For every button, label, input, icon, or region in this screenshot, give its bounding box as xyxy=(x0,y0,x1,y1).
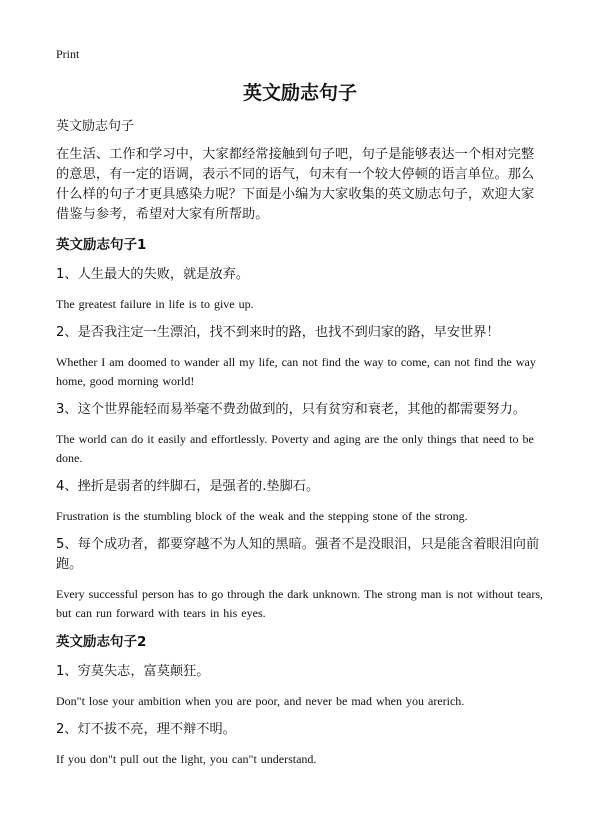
sentence-english: The world can do it easily and effortlessly. Poverty and aging are the only things that need to be done. xyxy=(56,432,534,465)
sentence-chinese: 2、灯不拔不亮，理不辩不明。 xyxy=(56,722,236,737)
sentence-english: Whether I am doomed to wander all my life, can not find the way to come, can not find the way home, good morning world! xyxy=(56,355,536,388)
section-heading: 英文励志句子2 xyxy=(56,634,147,650)
print-label[interactable]: Print xyxy=(56,47,80,61)
sentence-chinese: 4、挫折是弱者的绊脚石，是强者的.垫脚石。 xyxy=(56,479,320,494)
sentence-english: If you don"t pull out the light, you can"t understand. xyxy=(56,752,317,766)
sentence-english: Every successful person has to go through the dark unknown. The strong man is not without tears, but can run forward with tears in his eyes. xyxy=(56,587,544,620)
page-title: 英文励志句子 xyxy=(242,82,357,104)
intro-paragraph: 在生活、工作和学习中，大家都经常接触到句子吧，句子是能够表达一个相对完整的意思，有一定的语调，表示不同的语气，句末有一个较大停顿的语言单位。那么什么样的句子才更具感染力呢？下面是小编为大家收集的英文励志句子，欢迎大家借鉴与参考，希望对大家有所帮助。 xyxy=(56,147,535,222)
sentence-english: The greatest failure in life is to give up. xyxy=(56,297,254,311)
sentence-chinese: 2、是否我注定一生漂泊，找不到来时的路，也找不到归家的路，早安世界！ xyxy=(56,325,500,340)
sentence-english: Frustration is the stumbling block of the weak and the stepping stone of the strong. xyxy=(56,509,468,523)
subtitle: 英文励志句子 xyxy=(56,119,135,134)
document-body xyxy=(56,118,544,778)
sentence-chinese: 1、人生最大的失败，就是放弃。 xyxy=(56,267,250,282)
section-heading: 英文励志句子1 xyxy=(56,237,147,253)
sentence-chinese: 3、这个世界能轻而易举毫不费劲做到的，只有贫穷和衰老，其他的都需要努力。 xyxy=(56,402,526,417)
sentence-english: Don"t lose your ambition when you are poor, and never be mad when you arerich. xyxy=(56,694,465,708)
sentence-chinese: 1、穷莫失志，富莫颠狂。 xyxy=(56,664,210,679)
sentence-chinese: 5、每个成功者，都要穿越不为人知的黑暗。强者不是没眼泪，只是能含着眼泪向前跑。 xyxy=(56,537,540,572)
